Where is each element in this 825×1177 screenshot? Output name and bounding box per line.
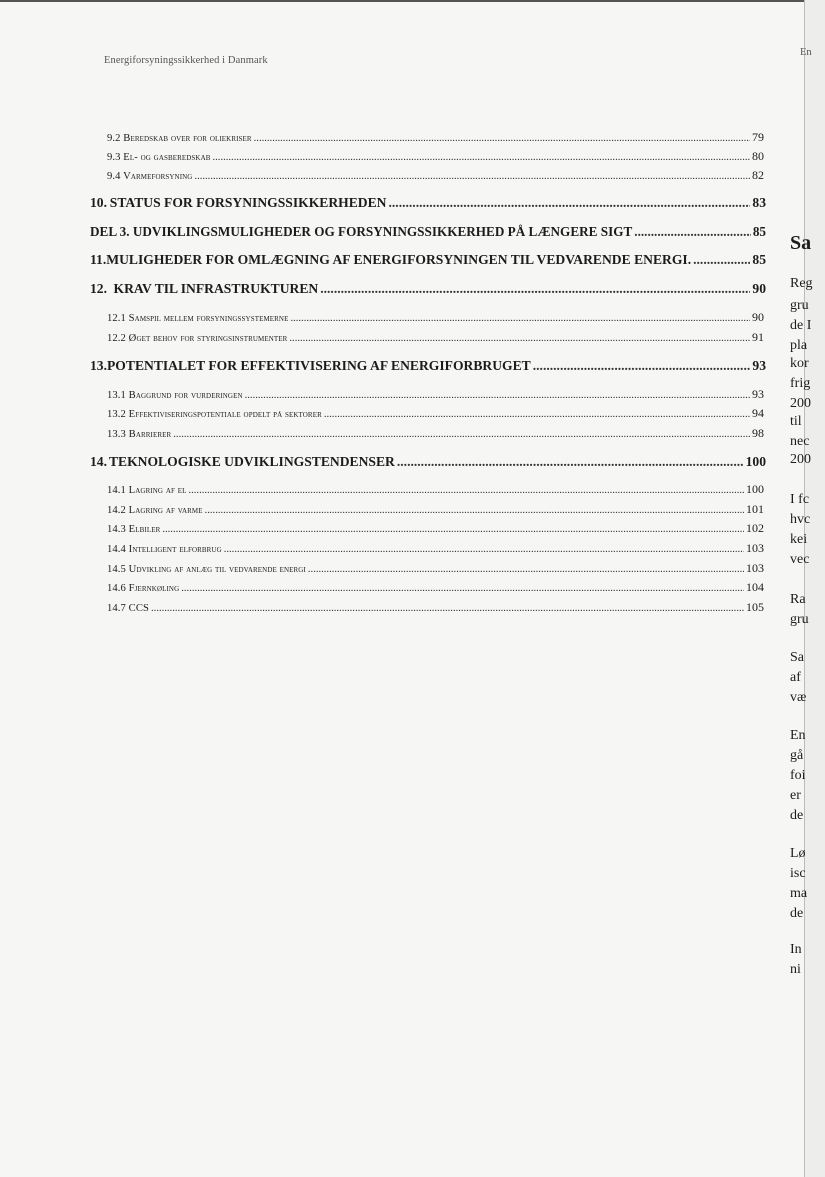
next-page-fragment: gru bbox=[790, 298, 809, 313]
toc-page-number: 101 bbox=[746, 502, 764, 516]
toc-page-number: 93 bbox=[752, 387, 764, 401]
toc-chapter-entry bbox=[90, 358, 766, 374]
toc-entry-title: 14.6 Fjernkøling bbox=[107, 583, 180, 594]
toc-leader-dots bbox=[290, 313, 750, 324]
toc-subsection-entry bbox=[107, 426, 764, 441]
toc-leader-dots bbox=[289, 333, 750, 344]
toc-leader-dots bbox=[397, 454, 744, 470]
toc-subsection-entry bbox=[107, 561, 764, 576]
toc-leader-dots bbox=[213, 152, 751, 163]
next-page-fragment: de bbox=[790, 808, 804, 823]
toc-page-number: 79 bbox=[752, 130, 764, 144]
toc-subsection-entry bbox=[107, 580, 764, 595]
toc-subsection-entry bbox=[107, 130, 764, 145]
toc-page-number: 98 bbox=[752, 426, 764, 440]
toc-leader-dots bbox=[181, 583, 744, 594]
next-page-fragment: væ bbox=[790, 690, 807, 705]
toc-page-number: 102 bbox=[746, 521, 764, 535]
toc-chapter-number: 14. bbox=[90, 454, 107, 469]
next-page-fragment: vec bbox=[790, 552, 810, 567]
toc-leader-dots bbox=[634, 224, 751, 240]
next-page-fragment: In bbox=[790, 942, 802, 957]
toc-entry-title: MULIGHEDER FOR OMLÆGNING AF ENERGIFORSYNINGEN TIL VEDVARENDE ENERGI. bbox=[106, 252, 692, 267]
toc-entry-title: 9.2 Beredskab over for oliekriser bbox=[107, 133, 252, 144]
next-page-fragment: Lø bbox=[790, 846, 806, 861]
toc-entry-title: 13.1 Baggrund for vurderingen bbox=[107, 390, 243, 401]
toc-entry-title: DEL 3. UDVIKLINGSMULIGHEDER OG FORSYNINGSSIKKERHED PÅ LÆNGERE SIGT bbox=[90, 224, 633, 239]
toc-page-number: 100 bbox=[745, 454, 766, 469]
toc-subsection-entry bbox=[107, 149, 764, 164]
toc-leader-dots bbox=[693, 252, 750, 268]
toc-page-number: 91 bbox=[752, 330, 764, 344]
top-rule bbox=[0, 0, 825, 2]
toc-entry-title: KRAV TIL INFRASTRUKTUREN bbox=[113, 281, 319, 296]
next-page-fragment: de bbox=[790, 906, 804, 921]
next-page-fragment: I fc bbox=[790, 492, 810, 507]
next-page-fragment: gru bbox=[790, 612, 809, 627]
toc-leader-dots bbox=[320, 281, 750, 297]
toc-subsection-entry bbox=[107, 387, 764, 402]
toc-entry-title: 9.4 Varmeforsyning bbox=[107, 171, 193, 182]
toc-page-number: 103 bbox=[746, 561, 764, 575]
toc-entry-title: 13.2 Effektiviseringspotentiale opdelt på sektorer bbox=[107, 409, 322, 420]
toc-subsection-entry bbox=[107, 541, 764, 556]
next-page-fragment: En bbox=[790, 728, 806, 743]
toc-chapter-entry bbox=[90, 252, 766, 268]
toc-chapter-number: 10. bbox=[90, 195, 107, 210]
toc-page-number: 80 bbox=[752, 149, 764, 163]
next-page-fragment: ni bbox=[790, 962, 801, 977]
toc-chapter-entry bbox=[90, 195, 766, 211]
toc-subsection-entry bbox=[107, 600, 764, 615]
toc-leader-dots bbox=[151, 603, 744, 614]
toc-leader-dots bbox=[188, 485, 744, 496]
toc-subsection-entry bbox=[107, 168, 764, 183]
next-page-fragment: pla bbox=[790, 338, 808, 353]
toc-leader-dots bbox=[173, 429, 750, 440]
toc-subsection-entry bbox=[107, 482, 764, 497]
next-page-fragment: frig bbox=[790, 376, 811, 391]
next-page-fragment: Sa bbox=[790, 650, 804, 665]
toc-page-number: 104 bbox=[746, 580, 764, 594]
toc-chapter-number: 13. bbox=[90, 358, 107, 373]
toc-subsection-entry bbox=[107, 406, 764, 421]
toc-leader-dots bbox=[324, 409, 750, 420]
toc-part-entry bbox=[90, 224, 766, 240]
toc-leader-dots bbox=[389, 195, 751, 211]
toc-page-number: 85 bbox=[752, 252, 766, 267]
toc-chapter-number: 11. bbox=[90, 252, 107, 267]
next-page-fragment: af bbox=[790, 670, 801, 685]
toc-entry-title: 12.1 Samspil mellem forsyningssystemerne bbox=[107, 313, 289, 324]
next-page-fragment: gå bbox=[790, 748, 804, 763]
toc-page-number: 83 bbox=[752, 195, 766, 210]
next-page-header: En bbox=[800, 47, 812, 58]
toc-entry-title: 12.2 Øget behov for styringsinstrumenter bbox=[107, 333, 288, 344]
toc-entry-title: 14.7 CCS bbox=[107, 603, 150, 614]
next-page-fragment: kor bbox=[790, 356, 809, 371]
toc-page-number: 94 bbox=[752, 406, 764, 420]
toc-entry-title: 14.4 Intelligent elforbrug bbox=[107, 544, 222, 555]
toc-page-number: 90 bbox=[752, 281, 766, 296]
toc-leader-dots bbox=[533, 358, 751, 374]
toc-page-number: 105 bbox=[746, 600, 764, 614]
running-header: Energiforsyningssikkerhed i Danmark bbox=[104, 55, 268, 66]
toc-leader-dots bbox=[194, 171, 750, 182]
toc-entry-title: 14.2 Lagring af varme bbox=[107, 505, 203, 516]
next-page-fragment: Sa bbox=[790, 232, 812, 254]
toc-page-number: 103 bbox=[746, 541, 764, 555]
next-page-fragment: 200 bbox=[790, 452, 811, 467]
toc-entry-title: STATUS FOR FORSYNINGSSIKKERHEDEN bbox=[109, 195, 387, 210]
next-page-edge bbox=[804, 0, 825, 1177]
next-page-fragment: foi bbox=[790, 768, 806, 783]
next-page-fragment: kei bbox=[790, 532, 808, 547]
toc-subsection-entry bbox=[107, 521, 764, 536]
toc-page-number: 90 bbox=[752, 310, 764, 324]
next-page-fragment: de I bbox=[790, 318, 812, 333]
toc-subsection-entry bbox=[107, 310, 764, 325]
toc-leader-dots bbox=[245, 390, 750, 401]
toc-chapter-entry bbox=[90, 454, 766, 470]
toc-leader-dots bbox=[162, 524, 744, 535]
toc-subsection-entry bbox=[107, 502, 764, 517]
toc-page-number: 85 bbox=[752, 224, 766, 239]
next-page-fragment: er bbox=[790, 788, 801, 803]
next-page-fragment: Ra bbox=[790, 592, 806, 607]
next-page-fragment: Reg bbox=[790, 276, 813, 291]
toc-entry-title: 13.3 Barrierer bbox=[107, 429, 172, 440]
toc-entry-title: 14.5 Udvikling af anlæg til vedvarende energi bbox=[107, 564, 306, 575]
toc-entry-title: POTENTIALET FOR EFFEKTIVISERING AF ENERGIFORBRUGET bbox=[107, 358, 531, 373]
next-page-fragment: isc bbox=[790, 866, 806, 881]
toc-leader-dots bbox=[205, 505, 744, 516]
toc-chapter-number: 12. bbox=[90, 281, 107, 296]
toc-page-number: 100 bbox=[746, 482, 764, 496]
next-page-fragment: 200 bbox=[790, 396, 811, 411]
next-page-fragment: ma bbox=[790, 886, 808, 901]
toc-chapter-entry bbox=[90, 281, 766, 297]
toc-subsection-entry bbox=[107, 330, 764, 345]
toc-page-number: 82 bbox=[752, 168, 764, 182]
toc-entry-title: 14.1 Lagring af el bbox=[107, 485, 187, 496]
next-page-fragment: nec bbox=[790, 434, 810, 449]
next-page-fragment: hvc bbox=[790, 512, 811, 527]
toc-entry-title: 14.3 Elbiler bbox=[107, 524, 161, 535]
next-page-fragment: til bbox=[790, 414, 802, 429]
toc-entry-title: TEKNOLOGISKE UDVIKLINGSTENDENSER bbox=[108, 454, 395, 469]
toc-leader-dots bbox=[254, 133, 750, 144]
toc-page-number: 93 bbox=[752, 358, 766, 373]
toc-entry-title: 9.3 El- og gasberedskab bbox=[107, 152, 211, 163]
toc-leader-dots bbox=[308, 564, 744, 575]
toc-leader-dots bbox=[224, 544, 744, 555]
